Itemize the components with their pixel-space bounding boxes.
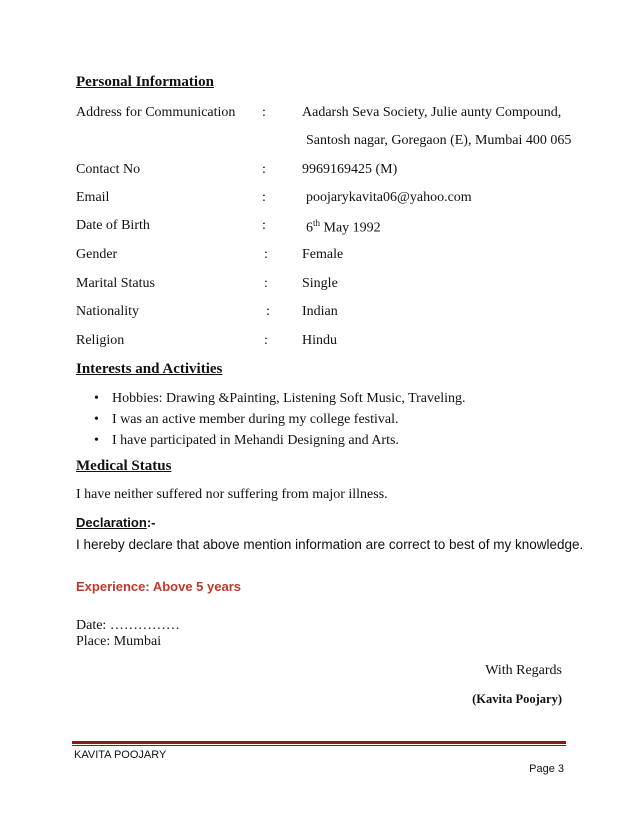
dob-colon: : — [262, 218, 266, 233]
medical-status-heading: Medical Status — [76, 458, 172, 474]
address-colon: : — [262, 105, 266, 120]
footer-page-number: Page 3 — [529, 763, 564, 775]
email-value: poojarykavita06@yahoo.com — [306, 190, 472, 205]
marital-status-value: Single — [302, 276, 338, 291]
marital-status-colon: : — [264, 276, 268, 291]
nationality-value: Indian — [302, 304, 338, 319]
list-item — [94, 388, 466, 409]
dob-suffix: th — [313, 218, 321, 228]
signature-name: (Kavita Poojary) — [472, 692, 562, 706]
list-item — [94, 409, 466, 430]
place-line: Place: Mumbai — [76, 634, 162, 649]
dob-rest: May 1992 — [320, 220, 381, 236]
date-line: Date: …………… — [76, 618, 180, 633]
footer-rule-thick — [72, 741, 566, 744]
email-label: Email — [76, 190, 110, 205]
list-item — [94, 430, 466, 451]
gender-value: Female — [302, 247, 344, 262]
declaration-suffix: :- — [146, 515, 156, 530]
experience-text: Experience: Above 5 years — [76, 579, 241, 594]
religion-label: Religion — [76, 333, 125, 348]
footer-name: KAVITA POOJARY — [74, 749, 167, 761]
religion-colon: : — [264, 333, 268, 348]
interest-text: I have participated in Mehandi Designing and Arts. — [112, 433, 399, 448]
interests-heading: Interests and Activities — [76, 361, 223, 377]
declaration-heading — [76, 515, 155, 530]
interest-text: I was an active member during my college festival. — [112, 412, 399, 427]
interests-list — [94, 388, 466, 451]
personal-info-heading: Personal Information — [76, 74, 214, 90]
dob-day: 6 — [306, 220, 313, 236]
gender-colon: : — [264, 247, 268, 262]
contact-value: 9969169425 (M) — [302, 162, 398, 177]
interest-text: Hobbies: Drawing &Painting, Listening Soft Music, Traveling. — [112, 391, 466, 406]
address-value-line1: Aadarsh Seva Society, Julie aunty Compound, — [302, 105, 562, 120]
address-value-line2: Santosh nagar, Goregaon (E), Mumbai 400 065 — [306, 133, 572, 148]
gender-label: Gender — [76, 247, 118, 262]
marital-status-label: Marital Status — [76, 276, 155, 291]
regards-text: With Regards — [485, 663, 562, 678]
religion-value: Hindu — [302, 333, 337, 348]
contact-label: Contact No — [76, 162, 141, 177]
medical-status-text: I have neither suffered nor suffering from major illness. — [76, 487, 388, 502]
nationality-label: Nationality — [76, 304, 139, 319]
footer-rule-thin — [72, 745, 566, 746]
dob-label: Date of Birth — [76, 218, 150, 233]
contact-colon: : — [262, 162, 266, 177]
dob-value — [306, 218, 381, 237]
bullet-icon: • — [94, 412, 99, 427]
address-label: Address for Communication — [76, 105, 236, 120]
declaration-text: I hereby declare that above mention information are correct to best of my knowledge. — [76, 537, 584, 552]
nationality-colon: : — [266, 304, 270, 319]
bullet-icon: • — [94, 391, 99, 406]
declaration-title: Declaration — [76, 515, 147, 530]
email-colon: : — [262, 190, 266, 205]
bullet-icon: • — [94, 433, 99, 448]
